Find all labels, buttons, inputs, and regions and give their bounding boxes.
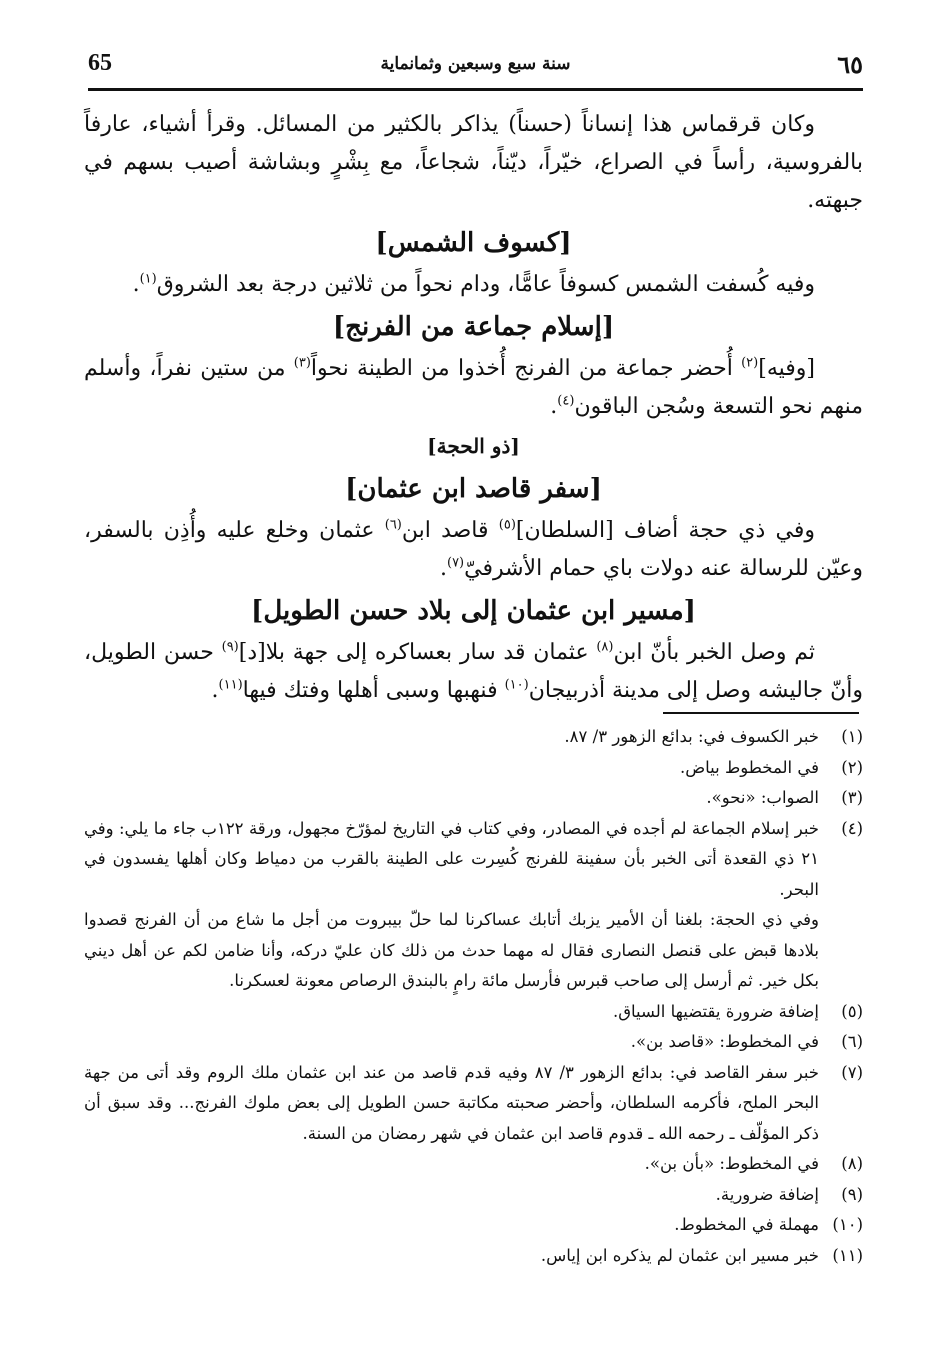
footnote-item	[84, 1241, 863, 1272]
footnote-number: (٩)	[841, 1184, 863, 1204]
footnote-item	[84, 997, 863, 1028]
page-number-latin: 65	[88, 50, 112, 76]
footnote-text: خبر إسلام الجماعة لم أجده في المصادر، وفي كتاب في التاريخ لمؤرّخ مجهول، ورقة ١٢٢ب جاء ما يلي: وفي ٢١ ذي القعدة أتى الخبر بأن سفينة للفرنج كُسِرت على الطينة بالقرب من دمياط وكان أهلها يفسدون في البحر.	[84, 818, 819, 899]
footnote-text: الصواب: «نحو».	[706, 788, 819, 807]
paragraph-envoy: وفي ذي حجة أضاف [السلطان]$^{(٥)}$ قاصد ابن$^{(٦)}$ عثمان وخلع عليه وأُذِن بالسفر، وعيّن للرسالة عنه دولات باي حمام الأشرفيّ$^{(٧)}$.	[84, 517, 863, 581]
footnote-item	[84, 753, 863, 784]
footnote-number: (١١)	[832, 1245, 863, 1265]
footnote-number: (٢)	[841, 757, 863, 777]
footnote-ref-1[interactable]: (١)	[139, 271, 157, 287]
footnote-text: خبر الكسوف في: بدائع الزهور ٣/ ٨٧.	[564, 727, 819, 746]
footnote-text: في المخطوط بياض.	[679, 757, 819, 777]
paragraph-march: ثم وصل الخبر بأنّ ابن$^{(٨)}$ عثمان قد سار بعساكره إلى جهة بلا[د]$^{(٩)}$ حسن الطويل، وأنّ جاليشه وصل إلى مدينة أذربيجان$^{(١٠)}$ فنهبها وسبى أهلها وفتك فيها$^{(١١)}$.	[84, 639, 863, 703]
footnote-number: (١)	[841, 727, 863, 746]
footnote-separator	[663, 712, 859, 714]
footnote-number: (٧)	[841, 1062, 863, 1082]
paragraph-qarqamas: وكان قرقماس هذا إنساناً (حسناً) يذاكر بالكثير من المسائل. وقرأ أشياء، عارفاً بالفروسية، رأساً في الصراع، خيّراً، ديّناً، شجاعاً، مع بِشْرٍ وبشاشة أصيب بسهم في جبهته.	[84, 112, 863, 213]
footnotes	[84, 722, 863, 1271]
footnote-continuation: وفي ذي الحجة: بلغنا أن الأمير يزبك أتابك عساكرنا لما حلّ بيبروت من أجل ما شاع من أن الفرنج قصدوا بلادها قبض على قنصل النصارى فقال له مهما حدث من ذلك كان عليّ دركه، وأنا ضامن لكم عن أهل ديني بكل خير. ثم أرسل إلى صاحب قبرس فأرسل مائة رامٍ بالبندق الرصاص معونة لعسكرنا.	[84, 910, 819, 990]
footnote-number: (١٠)	[832, 1215, 863, 1234]
heading-ibn-uthman-march: [مسير ابن عثمان إلى بلاد حسن الطويل]	[251, 596, 696, 626]
footnote-text: في المخطوط: «بأن بن».	[644, 1154, 819, 1173]
footnote-text: إضافة ضرورة يقتضيها السياق.	[612, 1001, 819, 1021]
footnote-text: خبر مسير ابن عثمان لم يذكره ابن إياس.	[540, 1245, 819, 1265]
paragraph-eclipse: وفيه كُسفت الشمس كسوفاً عامًّا، ودام نحواً من ثلاثين درجة بعد الشروق$^{(١)}$.	[132, 271, 815, 297]
heading-envoy-departure: [سفر قاصد ابن عثمان]	[345, 474, 602, 504]
heading-franks-conversion: [إسلام جماعة من الفرنج]	[332, 312, 615, 342]
footnote-number: (٥)	[841, 1001, 863, 1021]
footnote-item	[84, 814, 863, 906]
footnote-ref-7[interactable]: (٧)	[446, 555, 465, 571]
footnote-item	[84, 1149, 863, 1180]
footnote-ref-10[interactable]: (١٠)	[504, 677, 529, 693]
heading-dhu-al-hijja: [ذو الحجة]	[427, 434, 520, 458]
footnote-ref-3[interactable]: (٣)	[293, 355, 311, 371]
footnote-ref-9[interactable]: (٩)	[221, 639, 239, 655]
footnote-item	[84, 722, 863, 753]
heading-solar-eclipse: [كسوف الشمس]	[375, 228, 572, 258]
footnote-text: في المخطوط: «قاصد بن».	[630, 1032, 819, 1051]
footnote-ref-4[interactable]: (٤)	[557, 393, 575, 409]
footnote-number: (٤)	[841, 818, 863, 838]
footnote-text: إضافة ضرورية.	[715, 1184, 819, 1204]
running-header	[88, 50, 863, 94]
footnote-ref-5[interactable]: (٥)	[498, 517, 516, 533]
paragraph-franks: [وفيه]$^{(٢)}$ أُحضر جماعة من الفرنج أُخذوا من الطينة نحواً$^{(٣)}$ من ستين نفراً، وأسلم منهم نحو التسعة وسُجن الباقون$^{(٤)}$.	[84, 355, 863, 419]
footnote-item	[84, 1027, 863, 1058]
footnote-ref-2[interactable]: (٢)	[741, 355, 759, 371]
main-text	[84, 106, 863, 710]
page-number-arabic: ٦٥	[837, 50, 863, 79]
footnote-text: مهملة في المخطوط.	[674, 1215, 819, 1234]
footnote-ref-6[interactable]: (٦)	[384, 517, 402, 533]
footnote-number: (٦)	[841, 1032, 863, 1051]
footnote-number: (٣)	[841, 788, 863, 807]
footnote-ref-11[interactable]: (١١)	[218, 677, 243, 693]
running-title: سنة سبع وسبعين وثمانماية	[380, 54, 571, 74]
header-rule	[88, 88, 863, 91]
footnote-number: (٨)	[841, 1154, 863, 1173]
footnote-item	[84, 783, 863, 814]
footnote-text: خبر سفر القاصد في: بدائع الزهور ٣/ ٨٧ وفيه قدم قاصد من عند ابن عثمان ملك الروم وقد أتى من جهة البحر الملح، فأكرمه السلطان، وأحضر صحبته مكاتبة حسن الطويل إلى بعض ملوك الفرنج... وقد سبق أن ذكر المؤلّف ـ رحمه الله ـ قدوم قاصد ابن عثمان في شهر رمضان من السنة.	[84, 1062, 819, 1143]
footnote-item	[84, 1180, 863, 1211]
footnote-item	[84, 1210, 863, 1241]
footnote-ref-8[interactable]: (٨)	[596, 639, 614, 655]
footnote-item	[84, 1058, 863, 1150]
